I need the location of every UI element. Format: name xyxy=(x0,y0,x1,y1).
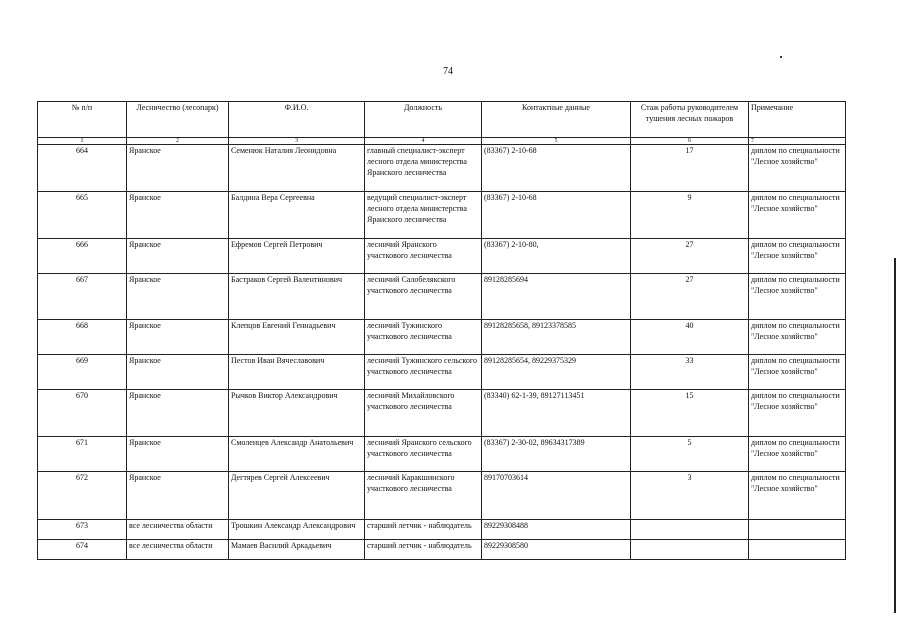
row-number: 666 xyxy=(38,239,127,274)
position-cell: лесничий Салобелякского участкового лесничества xyxy=(365,274,482,320)
contacts-cell: (83367) 2-10-80, xyxy=(482,239,631,274)
header-cell-note: Примечание xyxy=(749,102,846,138)
experience-cell: 17 xyxy=(631,145,749,192)
note-cell: диплом по специальности "Лесное хозяйство" xyxy=(749,274,846,320)
column-number: 3 xyxy=(229,138,365,145)
name-cell: Дегтярев Сергей Алексеевич xyxy=(229,472,365,520)
forestry-cell: Яранское xyxy=(127,355,229,390)
table-row xyxy=(38,192,846,239)
header-cell-contacts: Контактные данные xyxy=(482,102,631,138)
forestry-cell: Яранское xyxy=(127,145,229,192)
note-cell: диплом по специальности "Лесное хозяйство" xyxy=(749,437,846,472)
scan-edge-line xyxy=(894,258,896,613)
experience-cell: 40 xyxy=(631,320,749,355)
header-cell-name: Ф.И.О. xyxy=(229,102,365,138)
header-row xyxy=(38,102,846,138)
name-cell: Рычков Виктор Александрович xyxy=(229,390,365,437)
forestry-cell: Яранское xyxy=(127,472,229,520)
position-cell: лесничий Тужинского сельского участкового лесничества xyxy=(365,355,482,390)
note-cell: диплом по специальности "Лесное хозяйство" xyxy=(749,472,846,520)
contacts-cell: (83367) 2-10-68 xyxy=(482,192,631,239)
table-row xyxy=(38,320,846,355)
table-row xyxy=(38,540,846,560)
note-cell xyxy=(749,520,846,540)
note-cell: диплом по специальности "Лесное хозяйство" xyxy=(749,355,846,390)
table-row xyxy=(38,472,846,520)
column-number: 4 xyxy=(365,138,482,145)
table-row xyxy=(38,520,846,540)
note-cell: диплом по специальности "Лесное хозяйство" xyxy=(749,239,846,274)
name-cell: Клепцов Евгений Геннадьевич xyxy=(229,320,365,355)
position-cell: главный специалист-эксперт лесного отдела министерства Яранского лесничества xyxy=(365,145,482,192)
experience-cell xyxy=(631,520,749,540)
contacts-cell: 89128285694 xyxy=(482,274,631,320)
note-cell: диплом по специальности "Лесное хозяйство" xyxy=(749,145,846,192)
scan-speck xyxy=(780,56,782,58)
experience-cell: 27 xyxy=(631,239,749,274)
position-cell: ведущий специалист-эксперт лесного отдела министерства Яранского лесничества xyxy=(365,192,482,239)
experience-cell: 33 xyxy=(631,355,749,390)
note-cell xyxy=(749,540,846,560)
experience-cell xyxy=(631,540,749,560)
row-number: 667 xyxy=(38,274,127,320)
forestry-cell: все лесничества области xyxy=(127,540,229,560)
header-cell-number: № п/п xyxy=(38,102,127,138)
name-cell: Ефремов Сергей Петрович xyxy=(229,239,365,274)
row-number: 669 xyxy=(38,355,127,390)
table-row xyxy=(38,274,846,320)
name-cell: Трошкин Александр Александрович xyxy=(229,520,365,540)
contacts-cell: 89229308580 xyxy=(482,540,631,560)
table-row xyxy=(38,239,846,274)
header-cell-position: Должность xyxy=(365,102,482,138)
name-cell: Бастраков Сергей Валентинович xyxy=(229,274,365,320)
row-number: 674 xyxy=(38,540,127,560)
column-number: 5 xyxy=(482,138,631,145)
forestry-cell: Яранское xyxy=(127,239,229,274)
column-number-row xyxy=(38,138,846,145)
position-cell: старший летчик - наблюдатель xyxy=(365,540,482,560)
row-number: 668 xyxy=(38,320,127,355)
contacts-cell: 89229308488 xyxy=(482,520,631,540)
name-cell: Смоленцев Александр Анатольевич xyxy=(229,437,365,472)
contacts-cell: (83367) 2-10-68 xyxy=(482,145,631,192)
table-row xyxy=(38,355,846,390)
row-number: 664 xyxy=(38,145,127,192)
note-cell: диплом по специальности "Лесное хозяйство" xyxy=(749,390,846,437)
name-cell: Пестов Иван Вячеславович xyxy=(229,355,365,390)
experience-cell: 9 xyxy=(631,192,749,239)
forestry-cell: Яранское xyxy=(127,274,229,320)
forestry-cell: Яранское xyxy=(127,320,229,355)
note-cell: диплом по специальности "Лесное хозяйство" xyxy=(749,320,846,355)
name-cell: Балдина Вера Сергеевна xyxy=(229,192,365,239)
table-row xyxy=(38,145,846,192)
row-number: 671 xyxy=(38,437,127,472)
row-number: 670 xyxy=(38,390,127,437)
experience-cell: 3 xyxy=(631,472,749,520)
table-row xyxy=(38,390,846,437)
column-number: 1 xyxy=(38,138,127,145)
forestry-cell: Яранское xyxy=(127,437,229,472)
contacts-cell: 89128285654, 89229375329 xyxy=(482,355,631,390)
experience-cell: 27 xyxy=(631,274,749,320)
contacts-cell: 89170703614 xyxy=(482,472,631,520)
position-cell: лесничий Яранского участкового лесничества xyxy=(365,239,482,274)
position-cell: лесничий Тужинского участкового лесничества xyxy=(365,320,482,355)
contacts-cell: 89128285658, 89123378585 xyxy=(482,320,631,355)
staff-table xyxy=(37,101,846,560)
experience-cell: 15 xyxy=(631,390,749,437)
position-cell: лесничий Михайловского участкового лесничества xyxy=(365,390,482,437)
header-cell-experience: Стаж работы руководителем тушения лесных пожаров xyxy=(631,102,749,138)
name-cell: Семенюк Наталия Леонидовна xyxy=(229,145,365,192)
row-number: 673 xyxy=(38,520,127,540)
table-row xyxy=(38,437,846,472)
contacts-cell: (83340) 62-1-39, 89127113451 xyxy=(482,390,631,437)
column-number: 2 xyxy=(127,138,229,145)
experience-cell: 5 xyxy=(631,437,749,472)
column-number: 7 xyxy=(749,138,846,145)
position-cell: лесничий Яранского сельского участкового лесничества xyxy=(365,437,482,472)
header-cell-forestry: Лесничество (лесопарк) xyxy=(127,102,229,138)
position-cell: старший летчик - наблюдатель xyxy=(365,520,482,540)
row-number: 665 xyxy=(38,192,127,239)
column-number: 6 xyxy=(631,138,749,145)
row-number: 672 xyxy=(38,472,127,520)
name-cell: Мамаев Василий Аркадьевич xyxy=(229,540,365,560)
position-cell: лесничий Каракшинского участкового лесничества xyxy=(365,472,482,520)
forestry-cell: Яранское xyxy=(127,192,229,239)
note-cell: диплом по специальности "Лесное хозяйство" xyxy=(749,192,846,239)
forestry-cell: все лесничества области xyxy=(127,520,229,540)
forestry-cell: Яранское xyxy=(127,390,229,437)
contacts-cell: (83367) 2-30-02, 89634317389 xyxy=(482,437,631,472)
page-number: 74 xyxy=(443,66,453,77)
